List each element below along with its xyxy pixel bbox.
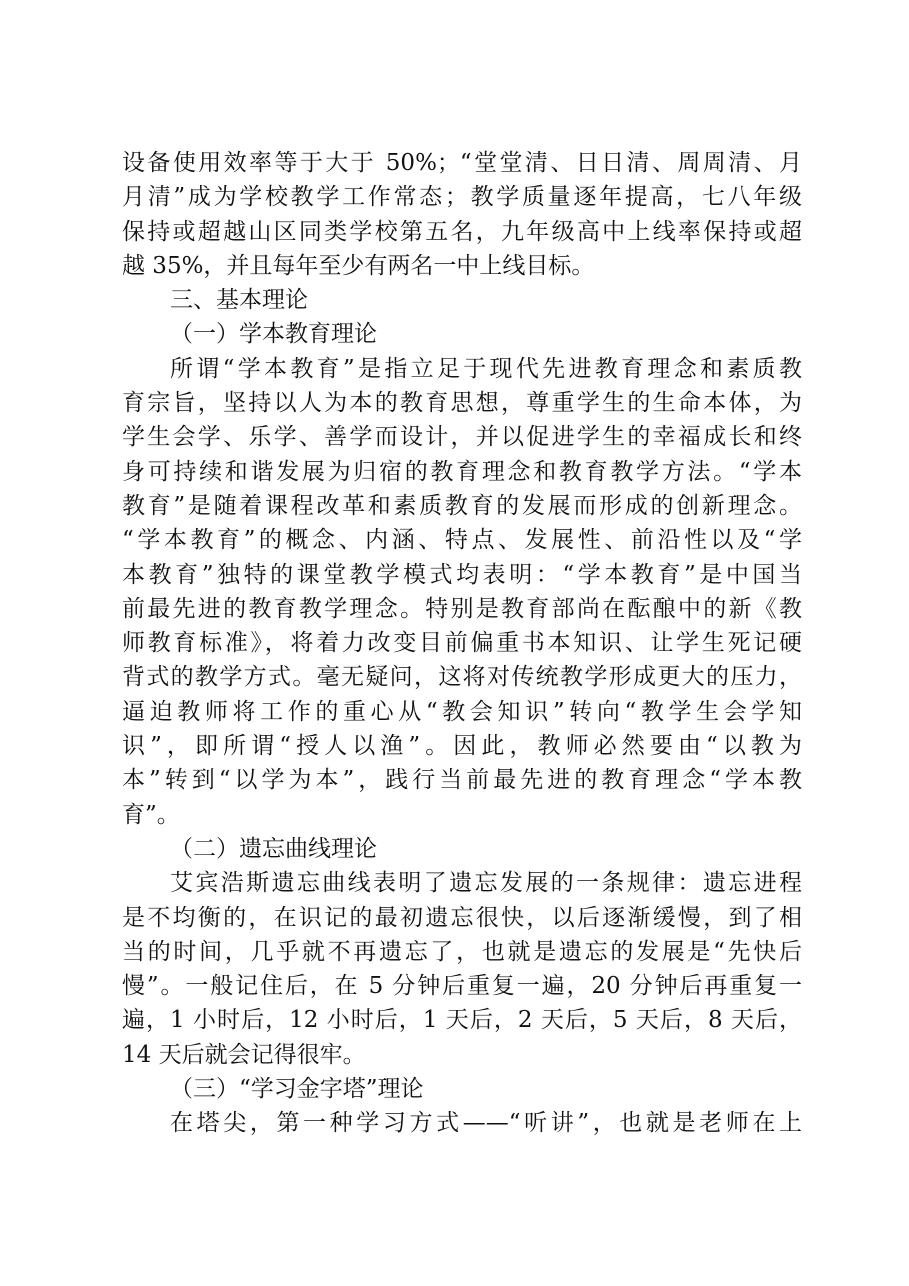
- paragraph-line: 逼迫教师将工作的重心从“教会知识”转向“教学生会学知: [122, 698, 802, 725]
- paragraph-line: 慢”。一般记住后，在 5 分钟后重复一遍，20 分钟后再重复一: [122, 973, 802, 1000]
- section-heading: 三、基本理论: [170, 287, 308, 314]
- paragraph-line: 背式的教学方式。毫无疑问，这将对传统教学形成更大的压力，: [122, 664, 802, 691]
- paragraph-line: 当的时间，几乎就不再遗忘了，也就是遗忘的发展是“先快后: [122, 938, 802, 965]
- paragraph-line: 身可持续和谐发展为归宿的教育理念和教育教学方法。“学本: [122, 458, 802, 485]
- paragraph-line: 设备使用效率等于大于 50%；“堂堂清、日日清、周周清、月: [122, 150, 802, 176]
- paragraph-first-line: 所谓“学本教育”是指立足于现代先进教育理念和素质教: [170, 355, 802, 382]
- paragraph-last-line: 育”。: [122, 801, 180, 828]
- paragraph-first-line: 在塔尖，第一种学习方式——“听讲”，也就是老师在上: [170, 1110, 802, 1137]
- paragraph-line: 前最先进的教育教学理念。特别是教育部尚在酝酿中的新《教: [122, 595, 802, 622]
- paragraph-last-line: 14 天后就会记得很牢。: [122, 1041, 366, 1068]
- paragraph-line: 师教育标准》，将着力改变目前偏重书本知识、让学生死记硬: [122, 630, 802, 657]
- paragraph-line: 教育”是随着课程改革和素质教育的发展而形成的创新理念。: [122, 492, 802, 519]
- section-heading: （二）遗忘曲线理论: [170, 835, 377, 862]
- paragraph-line: 育宗旨，坚持以人为本的教育思想，尊重学生的生命本体，为: [122, 390, 802, 417]
- paragraph-first-line: 艾宾浩斯遗忘曲线表明了遗忘发展的一条规律：遗忘进程: [170, 870, 802, 897]
- section-heading: （三）“学习金字塔”理论: [170, 1076, 424, 1103]
- paragraph-last-line: 越 35%，并且每年至少有两名一中上线目标。: [122, 252, 595, 279]
- paragraph-line: 是不均衡的，在识记的最初遗忘很快，以后逐渐缓慢，到了相: [122, 904, 802, 931]
- section-heading: （一）学本教育理论: [170, 321, 377, 348]
- paragraph-line: 识”，即所谓“授人以渔”。因此，教师必然要由“以教为: [122, 733, 802, 760]
- paragraph-line: 遍，1 小时后，12 小时后，1 天后，2 天后，5 天后，8 天后，: [122, 1007, 802, 1034]
- paragraph-line: 本”转到“以学为本”，践行当前最先进的教育理念“学本教: [122, 767, 802, 794]
- paragraph-line: 学生会学、乐学、善学而设计，并以促进学生的幸福成长和终: [122, 424, 802, 451]
- paragraph-line: 月清”成为学校教学工作常态；教学质量逐年提高，七八年级: [122, 184, 802, 211]
- paragraph-line: “学本教育”的概念、内涵、特点、发展性、前沿性以及“学: [122, 527, 802, 554]
- paragraph-line: 保持或超越山区同类学校第五名，九年级高中上线率保持或超: [122, 218, 802, 245]
- paragraph-line: 本教育”独特的课堂教学模式均表明：“学本教育”是中国当: [122, 561, 802, 588]
- document-body: [122, 146, 802, 1141]
